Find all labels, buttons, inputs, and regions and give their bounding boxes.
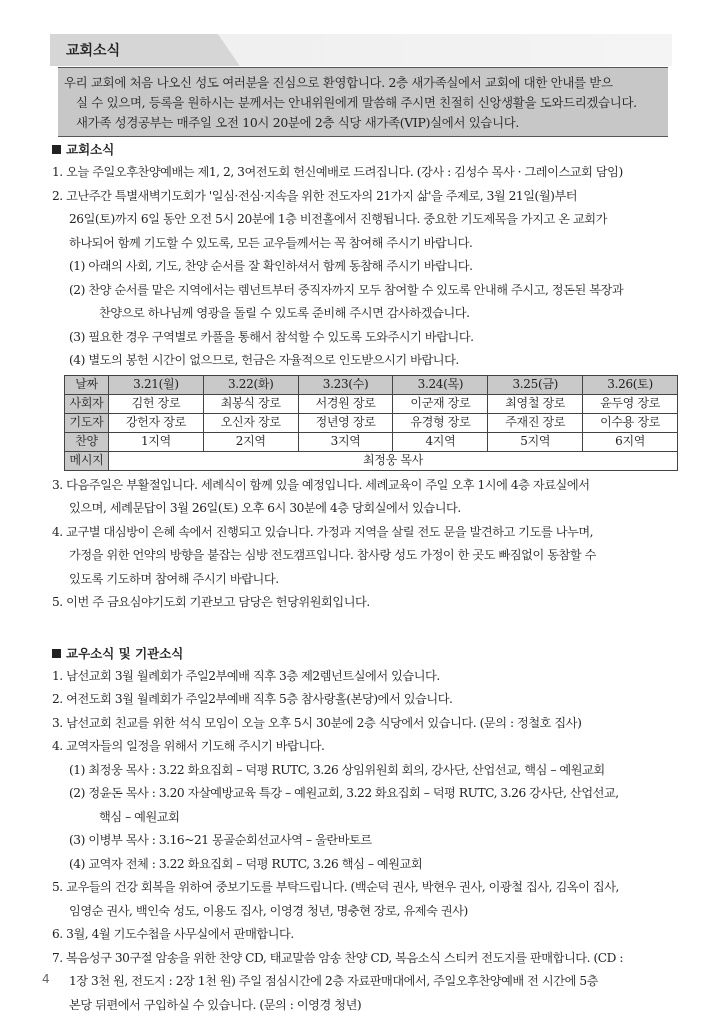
schedule-cell: 김헌 장로: [109, 394, 204, 413]
welcome-line: 새가족 성경공부는 매주일 오전 10시 20분에 2층 식당 새가족(VIP)실에서 있습니다.: [76, 115, 520, 130]
schedule-cell: 2지역: [203, 432, 298, 451]
schedule-date: 3.23(수): [298, 375, 393, 394]
schedule-cell: 이수용 장로: [583, 413, 678, 432]
news-item: 1. 남선교회 3월 월례회가 주일2부예배 직후 3층 제2렘넌트실에서 있습니다.: [52, 668, 440, 683]
schedule-row-label: 사회자: [65, 394, 109, 413]
section-heading: [52, 139, 674, 161]
news-item-cont: 있도록 기도하며 참여해 주시기 바랍니다.: [69, 571, 279, 586]
schedule-date: 3.25(금): [488, 375, 583, 394]
news-item: 7. 복음성구 30구절 암송을 위한 찬양 CD, 태교말씀 암송 찬양 CD, 복음소식 스티커 전도지를 판매합니다. (CD :: [52, 950, 624, 965]
schedule-date: 3.26(토): [583, 375, 678, 394]
schedule-row-label: 기도자: [65, 413, 109, 432]
news-item: 3. 다음주일은 부활절입니다. 세례식이 함께 있을 예정입니다. 세례교육이 주일 오후 1시에 4층 자료실에서: [52, 477, 590, 492]
schedule-cell: 6지역: [583, 432, 678, 451]
schedule-row: [65, 432, 678, 451]
news-subitem: (4) 별도의 봉헌 시간이 없으므로, 헌금은 자율적으로 인도받으시기 바랍니다.: [69, 353, 459, 367]
news-subitem: (4) 교역자 전체 : 3.22 화요집회 – 덕평 RUTC, 3.26 핵심 – 예원교회: [69, 856, 423, 871]
schedule-cell: 강헌자 장로: [109, 413, 204, 432]
page-number: 4: [42, 972, 50, 986]
schedule-date: 3.22(화): [203, 375, 298, 394]
schedule-message-row: [65, 451, 678, 470]
schedule-cell: 1지역: [109, 432, 204, 451]
schedule-cell: 5지역: [488, 432, 583, 451]
news-item: 2. 고난주간 특별새벽기도회가 '일심·전심·지속을 위한 전도자의 21가지 삶'을 주제로, 3월 21일(월)부터: [52, 188, 578, 203]
schedule-cell: 유경형 장로: [393, 413, 488, 432]
news-item: 4. 교구별 대심방이 은혜 속에서 진행되고 있습니다. 가정과 지역을 살릴 전도 문을 발견하고 기도를 나누며,: [52, 524, 594, 539]
square-bullet-icon: [52, 649, 61, 658]
news-subitem: (1) 아래의 사회, 기도, 찬양 순서를 잘 확인하셔서 함께 동참해 주시기 바랍니다.: [69, 259, 473, 273]
news-item: 6. 3월, 4월 기도수첩을 사무실에서 판매합니다.: [52, 927, 294, 941]
schedule-cell: 정년영 장로: [298, 413, 393, 432]
news-item-cont: 임영순 권사, 백인숙 성도, 이용도 집사, 이영경 청년, 명충현 장로, 유제숙 권사): [69, 903, 468, 918]
schedule-header-row: [65, 375, 678, 394]
schedule-row-label: 찬양: [65, 432, 109, 451]
news-item-cont: 있으며, 세례문답이 3월 26일(토) 오후 6시 30분에 4층 당회실에서 있습니다.: [69, 501, 461, 515]
news-subitem: (3) 필요한 경우 구역별로 카풀을 통해서 참석할 수 있도록 도와주시기 바랍니다.: [69, 329, 474, 344]
news-item: 3. 남선교회 친교를 위한 석식 모임이 오늘 오후 5시 30분에 2층 식당에서 있습니다. (문의 : 정철호 집사): [52, 715, 582, 730]
schedule-row-label: 메시지: [65, 451, 109, 470]
schedule-cell: 주재진 장로: [488, 413, 583, 432]
schedule-cell: 서경원 장로: [298, 394, 393, 413]
news-item: 4. 교역자들의 일정을 위해서 기도해 주시기 바랍니다.: [52, 739, 325, 753]
square-bullet-icon: [52, 145, 61, 154]
schedule-cell: 오신자 장로: [203, 413, 298, 432]
section-heading-text: 교회소식: [66, 142, 115, 157]
section-heading: [52, 643, 674, 665]
news-item-cont: 1장 3천 원, 전도지 : 2장 1천 원) 주일 점심시간에 2층 자료판매대에서, 주일오후찬양예배 전 시간에 5층: [69, 974, 598, 988]
schedule-cell: 이군재 장로: [393, 394, 488, 413]
news-item: 5. 이번 주 금요심야기도회 기관보고 담당은 헌당위원회입니다.: [52, 595, 370, 609]
schedule-row: [65, 413, 678, 432]
news-subitem: (3) 이병부 목사 : 3.16~21 몽골순회선교사역 – 울란바토르: [69, 833, 372, 847]
content: [52, 139, 674, 1017]
schedule-row-label: 날짜: [65, 375, 109, 394]
section-heading-text: 교우소식 및 기관소식: [66, 645, 184, 661]
news-item-cont: 본당 뒤편에서 구입하실 수 있습니다. (문의 : 이영경 청년): [69, 997, 362, 1012]
schedule-cell: 최봉식 장로: [203, 394, 298, 413]
welcome-box: [58, 67, 668, 137]
schedule-cell: 3지역: [298, 432, 393, 451]
news-item: 1. 오늘 주일오후찬양예배는 제1, 2, 3여전도회 헌신예배로 드려집니다. (강사 : 김성수 목사 · 그레이스교회 담임): [52, 165, 623, 179]
news-item: 5. 교우들의 건강 회복을 위하여 중보기도를 부탁드립니다. (백순덕 권사, 박현우 권사, 이광철 집사, 김옥이 집사,: [52, 880, 619, 894]
schedule-message: 최정웅 목사: [109, 451, 678, 470]
news-item-cont: 26일(토)까지 6일 동안 오전 5시 20분에 1층 비전홀에서 진행됩니다. 중요한 기도제목을 가지고 온 교회가: [69, 212, 607, 226]
news-subitem-cont: 핵심 – 예원교회: [99, 809, 180, 824]
schedule-row: [65, 394, 678, 413]
schedule-cell: 4지역: [393, 432, 488, 451]
welcome-line: 우리 교회에 처음 나오신 성도 여러분을 진심으로 환영합니다. 2층 새가족실에서 교회에 대한 안내를 받으: [64, 75, 613, 90]
news-item-cont: 가정을 위한 언약의 방향을 붙잡는 심방 전도캠프입니다. 참사랑 성도 가정이 한 곳도 빠짐없이 동참할 수: [69, 548, 596, 562]
news-item-cont: 하나되어 함께 기도할 수 있도록, 모든 교우들께서는 꼭 참여해 주시기 바랍니다.: [69, 235, 473, 250]
news-subitem: (2) 찬양 순서를 맡은 지역에서는 렘넌트부터 중직자까지 모두 참여할 수 있도록 안내해 주시고, 정돈된 복장과: [69, 282, 624, 297]
schedule-date: 3.21(월): [109, 375, 204, 394]
schedule-cell: 윤두영 장로: [583, 394, 678, 413]
welcome-line: 실 수 있으며, 등록을 원하시는 분께서는 안내위원에게 말씀해 주시면 친절히 신앙생활을 도와드리겠습니다.: [76, 95, 637, 110]
news-subitem: (2) 정윤돈 목사 : 3.20 자살예방교육 특강 – 예원교회, 3.22 화요집회 – 덕평 RUTC, 3.26 강사단, 산업선교,: [69, 786, 619, 800]
news-subitem-cont: 찬양으로 하나님께 영광을 돌릴 수 있도록 준비해 주시면 감사하겠습니다.: [99, 306, 470, 320]
schedule-cell: 최영철 장로: [488, 394, 583, 413]
schedule-table: [64, 375, 678, 471]
news-subitem: (1) 최정웅 목사 : 3.22 화요집회 – 덕평 RUTC, 3.26 상임위원회 회의, 강사단, 산업선교, 핵심 – 예원교회: [69, 762, 605, 777]
schedule-date: 3.24(목): [393, 375, 488, 394]
news-item: 2. 여전도회 3월 월례회가 주일2부예배 직후 5층 참사랑홀(본당)에서 있습니다.: [52, 692, 453, 706]
page-title: 교회소식: [66, 43, 121, 59]
